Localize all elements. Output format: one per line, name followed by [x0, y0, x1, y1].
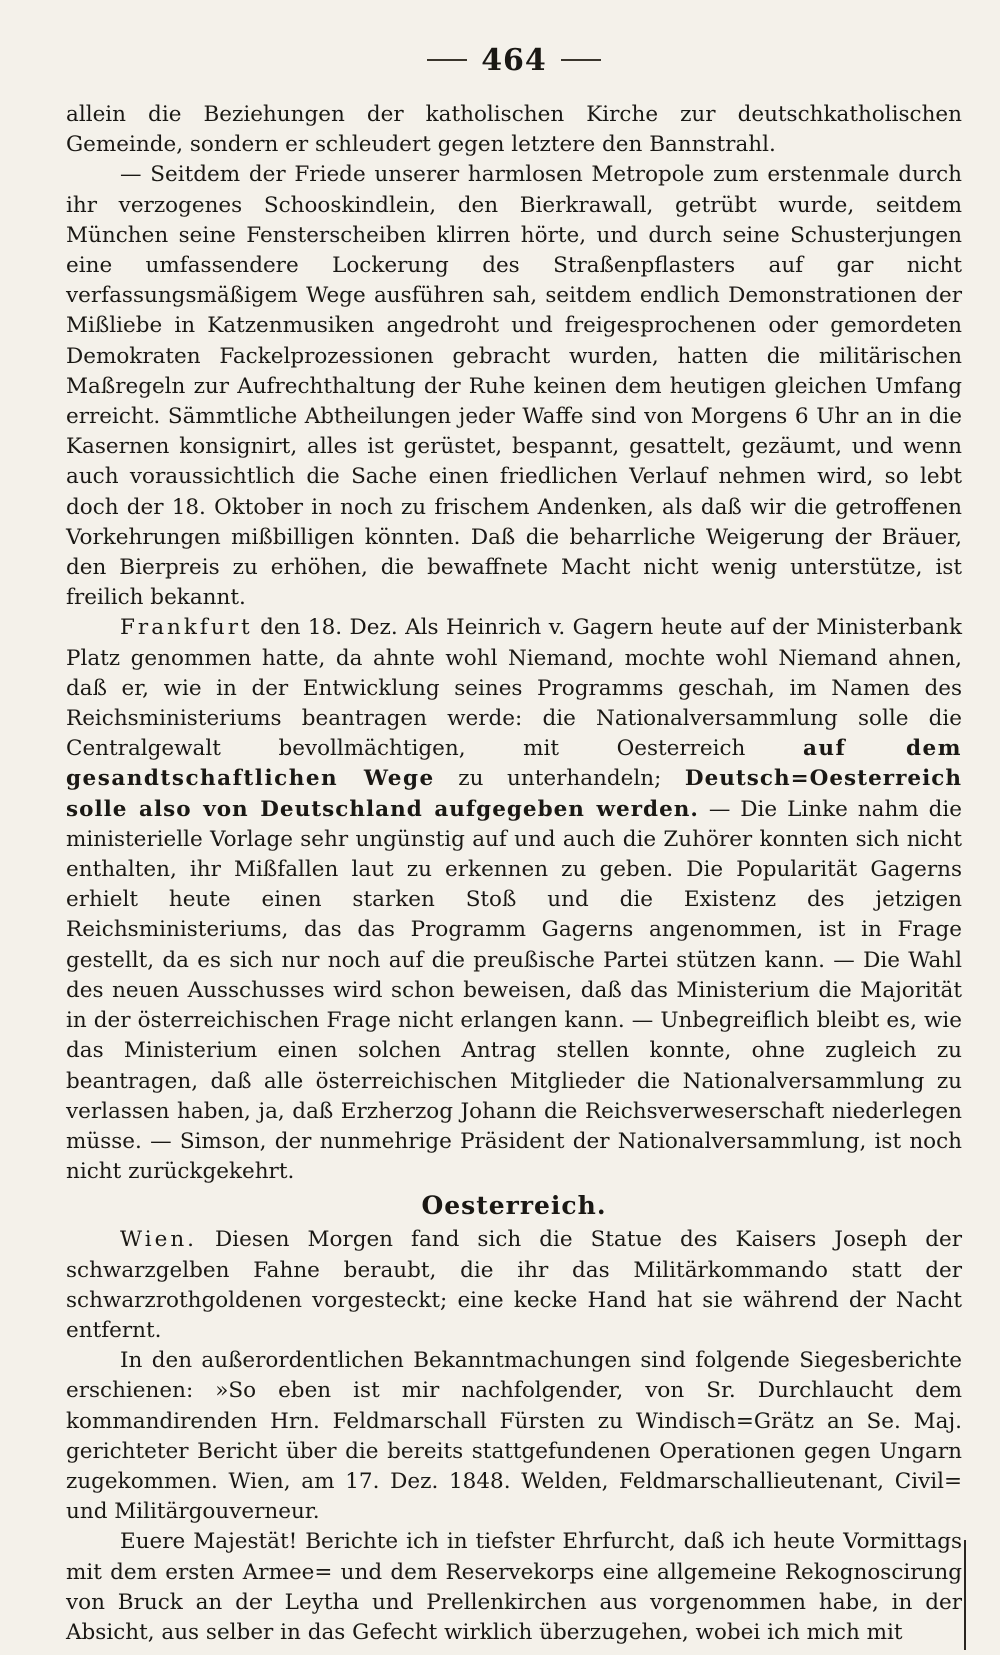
- page-edge-rule: [964, 1540, 966, 1650]
- paragraph-frankfurt: [66, 613, 962, 1187]
- paragraph-bulletins: In den außerordentlichen Bekanntmachungen sind folgende Siegesberichte erschienen: »So eben ist mir nachfolgender, von Sr. Durchlaucht dem kommandirenden Hrn. Feldmarschall Fürsten zu Windisch=Grätz an Se. Maj. gerichteter Bericht über die bereits stattgefundenen Operationen gegen Ungarn zugekommen. Wien, am 17. Dez. 1848. Welden, Feldmarschallieutenant, Civil= und Militärgouverneur.: [66, 1348, 962, 1525]
- dateline-vienna: Wien.: [120, 1227, 198, 1253]
- paragraph-continuation: allein die Beziehungen der katholischen Kirche zur deutschkatholischen Gemeinde, sondern er schleudert gegen letztere den Bannstrahl.: [66, 102, 962, 158]
- dateline-frankfurt: Frankfurt: [120, 615, 253, 641]
- header-rule-right: [561, 59, 601, 61]
- page-header: [66, 42, 962, 78]
- vienna-text: Diesen Morgen fand sich die Statue des Kaisers Joseph der schwarzgelben Fahne beraubt, die ihr das Militärkommando statt der schwarzrothgoldenen vorgesteckt; eine kecke Hand hat sie während der Nacht entfernt.: [66, 1227, 962, 1343]
- frankfurt-mid: zu unterhandeln;: [434, 766, 685, 792]
- text-column: [66, 100, 962, 1648]
- paragraph-vienna: [66, 1225, 962, 1346]
- paragraph-report: Euere Majestät! Berichte ich in tiefster Ehrfurcht, daß ich heute Vormittags mit dem ersten Armee= und dem Reservekorps eine allgemeine Rekognoscirung von Bruck an der Leytha und Prellenkirchen aus vorgenommen habe, in der Absicht, aus selber in das Gefecht wirklich überzugehen, wobei ich mich mit: [66, 1529, 962, 1645]
- page-number: 464: [481, 42, 547, 78]
- paragraph-munich: — Seitdem der Friede unserer harmlosen Metropole zum erstenmale durch ihr verzogenes Schooskindlein, den Bierkrawall, getrübt wurde, seitdem München seine Fensterscheiben klirren hörte, und durch seine Schusterjungen eine umfassendere Lockerung des Straßenpflasters auf gar nicht verfassungsmäßigem Wege ausführen sah, seitdem endlich Demonstrationen der Mißliebe in Katzenmusiken angedroht und freigesprochenen oder gemordeten Demokraten Fackelprozessionen gebracht wurden, hatten die militärischen Maßregeln zur Aufrechthaltung der Ruhe keinen dem heutigen gleichen Umfang erreicht. Sämmtliche Abtheilungen jeder Waffe sind von Morgens 6 Uhr an in die Kasernen konsignirt, alles ist gerüstet, bespannt, gesattelt, gezäumt, und wenn auch voraussichtlich die Sache einen friedlichen Verlauf nehmen wird, so lebt doch der 18. Oktober in noch zu frischem Andenken, als daß wir die getroffenen Vorkehrungen mißbilligen könnten. Daß die beharrliche Weigerung der Bräuer, den Bierpreis zu erhöhen, die bewaffnete Macht nicht wenig unterstütze, ist freilich bekannt.: [66, 162, 962, 611]
- header-rule-left: [427, 59, 467, 61]
- frankfurt-emphasis-2: Deutsch=Oesterreich solle also von Deutschland aufgegeben werden.: [66, 766, 962, 822]
- frankfurt-rest: — Die Linke nahm die ministerielle Vorlage sehr ungünstig auf und auch die Zuhörer konnten sich nicht enthalten, ihr Mißfallen laut zu erkennen zu geben. Die Popularität Gagerns erhielt heute einen starken Stoß und die Existenz des jetzigen Reichsministeriums, das das Programm Gagerns angenommen, ist in Frage gestellt, da es sich nur noch auf die preußische Partei stützen kann. — Die Wahl des neuen Ausschusses wird schon beweisen, daß das Ministerium die Majorität in der österreichischen Frage nicht erlangen kann. — Unbegreiflich bleibt es, wie das Ministerium einen solchen Antrag stellen konnte, ohne zugleich zu beantragen, daß alle österreichischen Mitglieder die Nationalversammlung zu verlassen haben, ja, daß Erzherzog Johann die Reichsverweserschaft niederlegen müsse. — Simson, der nunmehrige Präsident der Nationalversammlung, ist noch nicht zurückgekehrt.: [66, 796, 962, 1185]
- section-heading-austria: Oesterreich.: [421, 1191, 607, 1221]
- frankfurt-lead: den 18. Dez. Als Heinrich v. Gagern heute auf der Ministerbank Platz genommen hatte, da ahnte wohl Niemand, mochte wohl Niemand ahnen, daß er, wie in der Entwicklung seines Programms geschah, im Namen des Reichsministeriums beantragen werde: die Nationalversammlung solle die Centralgewalt bevollmächtigen, mit Oesterreich: [66, 615, 962, 762]
- frankfurt-emphasis-1: auf dem gesandtschaftlichen Wege: [66, 736, 962, 792]
